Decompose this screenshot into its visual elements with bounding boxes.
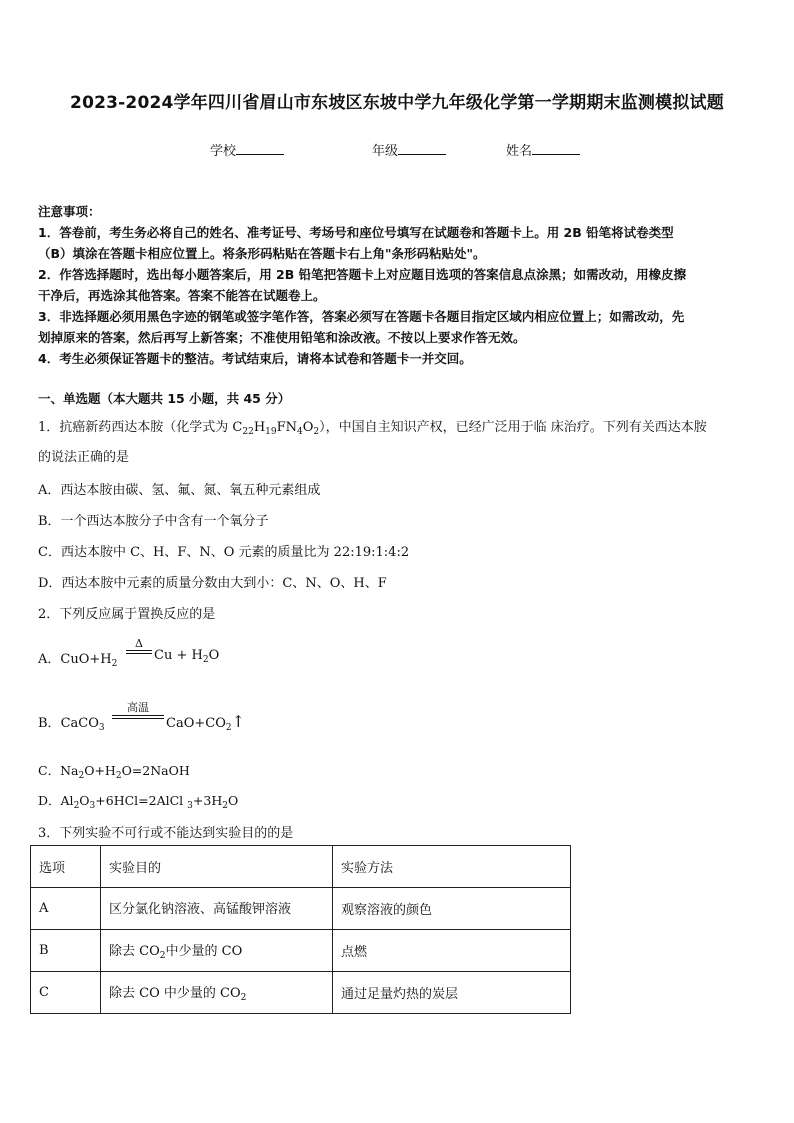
q3-table bbox=[30, 845, 571, 1014]
q3-stem: 3．下列实验不可行或不能达到实验目的的是 bbox=[38, 826, 294, 841]
formula-sub: 2 bbox=[73, 801, 80, 811]
eq-part: D．Al bbox=[38, 793, 74, 808]
formula-sub: 3 bbox=[98, 723, 105, 733]
q1-option-b: B．一个西达本胺分子中含有一个氧分子 bbox=[38, 514, 269, 529]
q2-option-d bbox=[38, 791, 238, 811]
eq-part: O bbox=[79, 793, 90, 808]
eq-left: CaCO bbox=[60, 716, 99, 731]
table-row bbox=[31, 972, 571, 1014]
formula-part: FN bbox=[276, 420, 298, 435]
formula-sub: 2 bbox=[111, 659, 118, 669]
table-cell-option: A bbox=[31, 888, 101, 930]
q2-option-b bbox=[38, 712, 105, 733]
eq-right: Cu + H bbox=[154, 648, 203, 663]
q1-stem bbox=[38, 416, 707, 437]
grade-field bbox=[372, 140, 446, 159]
formula-sub: 2 bbox=[313, 427, 320, 437]
note-3a: 3．非选择题必须用黑色字迹的钢笔或签字笔作答，答案必须写在答题卡各题目指定区域内相应位置上；如需改动，先 bbox=[38, 309, 685, 324]
eq-part: O+H bbox=[84, 763, 116, 778]
grade-label: 年级 bbox=[372, 144, 399, 159]
table-cell-option: B bbox=[31, 930, 101, 972]
equals-sign bbox=[112, 715, 164, 719]
q1-option-c: C．西达本胺中 C、H、F、N、O 元素的质量比为 22:19:1:4:2 bbox=[38, 545, 410, 560]
note-3b: 划掉原来的答案，然后再写上新答案；不准使用铅笔和涂改液。不按以上要求作答无效。 bbox=[38, 330, 526, 345]
table-header: 实验方法 bbox=[333, 846, 571, 888]
goal-text: 除去 CO bbox=[109, 944, 160, 959]
formula-sub: 2 bbox=[159, 951, 166, 961]
formula-sub: 2 bbox=[115, 771, 122, 781]
table-header: 选项 bbox=[31, 846, 101, 888]
formula-sub: 2 bbox=[78, 771, 85, 781]
table-row bbox=[31, 888, 571, 930]
table-cell-method: 观察溶液的颜色 bbox=[333, 888, 571, 930]
condition-label: 高温 bbox=[127, 701, 149, 714]
table-cell-method: 通过足量灼热的炭层 bbox=[333, 972, 571, 1014]
gas-arrow-icon: ↑ bbox=[231, 712, 245, 731]
name-field bbox=[506, 140, 580, 159]
formula-sub: 3 bbox=[187, 801, 193, 811]
q1-option-d: D．西达本胺中元素的质量分数由大到小：C、N、O、H、F bbox=[38, 576, 387, 591]
table-cell-goal bbox=[101, 930, 333, 972]
eq-part: C．Na bbox=[38, 763, 79, 778]
goal-text: 区分氯化钠溶液、高锰酸钾溶液 bbox=[109, 902, 292, 917]
q2-option-a-right bbox=[154, 648, 219, 665]
page-title: 2023-2024学年四川省眉山市东坡区东坡中学九年级化学第一学期期末监测模拟试题 bbox=[70, 93, 724, 113]
formula-sub: 2 bbox=[225, 723, 232, 733]
table-cell-goal bbox=[101, 972, 333, 1014]
table-cell-method: 点燃 bbox=[333, 930, 571, 972]
q1-stem-cont: 的说法正确的是 bbox=[38, 450, 130, 465]
formula-sub: 2 bbox=[240, 993, 247, 1003]
q2-option-b-right bbox=[166, 712, 245, 733]
table-header-row bbox=[31, 846, 571, 888]
table-cell-goal bbox=[101, 888, 333, 930]
eq-part: +3H bbox=[192, 793, 223, 808]
formula-part: H bbox=[253, 420, 266, 435]
grade-blank bbox=[398, 142, 446, 155]
q2-stem: 2．下列反应属于置换反应的是 bbox=[38, 607, 216, 622]
q1-option-a: A．西达本胺由碳、氢、氟、氮、氧五种元素组成 bbox=[38, 483, 321, 498]
note-1b: （B）填涂在答题卡相应位置上。将条形码粘贴在答题卡右上角"条形码粘贴处"。 bbox=[38, 246, 486, 261]
condition-label: Δ bbox=[135, 637, 143, 650]
school-label: 学校 bbox=[210, 144, 237, 159]
notes-heading: 注意事项： bbox=[38, 204, 101, 219]
formula-sub: 2 bbox=[222, 801, 228, 811]
q2-option-c bbox=[38, 761, 190, 781]
q2-option-a bbox=[38, 648, 117, 669]
eq-part: O=2NaOH bbox=[121, 763, 190, 778]
school-blank bbox=[236, 142, 284, 155]
eq-part: +6HCl=2AlCl bbox=[95, 793, 188, 808]
note-2a: 2．作答选择题时，选出每小题答案后，用 2B 铅笔把答题卡上对应题目选项的答案信息点涂黑；如需改动，用橡皮擦 bbox=[38, 267, 687, 282]
note-1a: 1．答卷前，考生务必将自己的姓名、准考证号、考场号和座位号填写在试题卷和答题卡上。用 2B 铅笔将试卷类型 bbox=[38, 225, 674, 240]
eq-right: CaO+CO bbox=[166, 716, 226, 731]
goal-text-end: 中少量的 CO bbox=[165, 944, 243, 959]
condition-arrow bbox=[126, 637, 152, 654]
eq-right-end: O bbox=[208, 648, 220, 663]
condition-arrow bbox=[112, 699, 164, 719]
table-row bbox=[31, 930, 571, 972]
formula-sub: 19 bbox=[265, 427, 277, 437]
eq-left: CuO+H bbox=[60, 652, 112, 667]
q1-stem-part: 1．抗癌新药西达本胺（化学式为 C bbox=[38, 420, 243, 435]
formula-sub: 4 bbox=[297, 427, 303, 437]
table-header: 实验目的 bbox=[101, 846, 333, 888]
option-label: B． bbox=[38, 716, 61, 731]
eq-part: O bbox=[227, 793, 239, 808]
goal-text: 除去 CO 中少量的 CO bbox=[109, 986, 241, 1001]
option-label: A． bbox=[38, 652, 61, 667]
section-heading: 一、单选题（本大题共 15 小题，共 45 分） bbox=[38, 391, 291, 406]
formula-sub: 3 bbox=[89, 801, 96, 811]
formula-sub: 22 bbox=[242, 427, 254, 437]
school-field bbox=[210, 140, 284, 159]
table-cell-option: C bbox=[31, 972, 101, 1014]
name-label: 姓名 bbox=[506, 144, 533, 159]
note-4: 4．考生必须保证答题卡的整洁。考试结束后，请将本试卷和答题卡一并交回。 bbox=[38, 351, 472, 366]
formula-part: O bbox=[302, 420, 314, 435]
q1-stem-part: ），中国自主知识产权，已经广泛用于临 床治疗。下列有关西达本胺 bbox=[319, 420, 707, 435]
formula-sub: 2 bbox=[202, 655, 209, 665]
name-blank bbox=[532, 142, 580, 155]
note-2b: 干净后，再选涂其他答案。答案不能答在试题卷上。 bbox=[38, 288, 326, 303]
notes-block bbox=[38, 201, 758, 369]
equals-sign bbox=[126, 650, 152, 654]
